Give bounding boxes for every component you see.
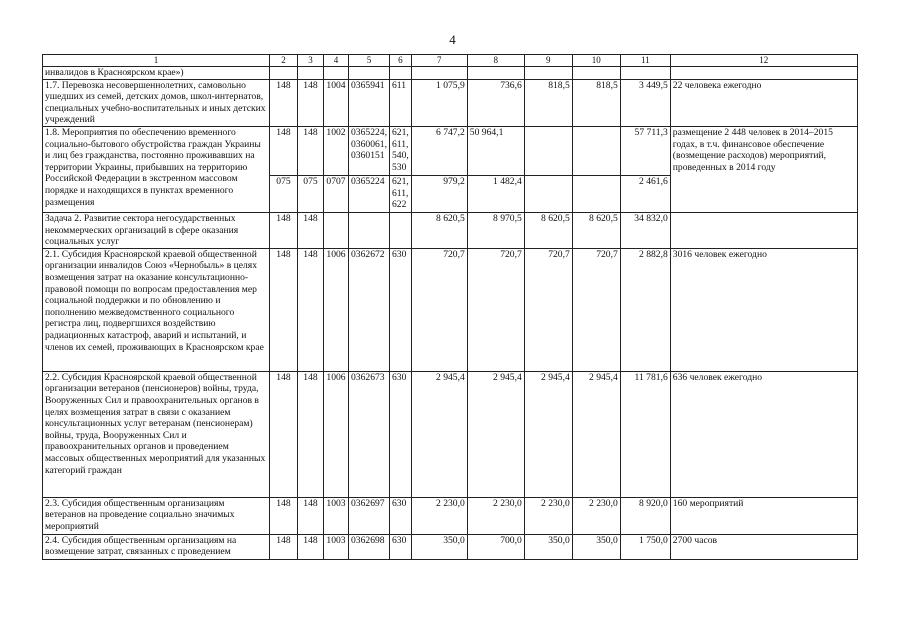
budget-table [42,54,858,560]
cell-value: 8 620,5 [411,212,467,248]
cell-value: 700,0 [467,534,524,559]
cell-grbs: 148 [298,79,324,126]
cell-value: 50 964,1 [467,126,524,175]
cell-total: 2 461,6 [620,175,670,212]
cell-csr: 0365224 [349,175,390,212]
cell-value: 8 970,5 [467,212,524,248]
table-row [43,497,858,534]
cell-vr: 621, 611, 540, 530 [389,126,411,175]
cell-result: размещение 2 448 человек в 2014–2015 годах, в т.ч. финансовое обеспечение (возмещение расходов) мероприятий, проведенных в 2014 году [670,126,857,212]
cell-value: 2 230,0 [411,497,467,534]
cell-result: 2700 часов [670,534,857,559]
cell-csr: 0365941 [349,79,390,126]
cell-result: 3016 человек ежегодно [670,248,857,371]
cell-admin: 148 [270,497,298,534]
cell-csr: 0365224, 0360061, 0360151 [349,126,390,175]
cell-section: 1006 [324,371,349,497]
cell-value: 720,7 [467,248,524,371]
cell-value: 720,7 [572,248,620,371]
table-row [43,126,858,175]
cell-vr [389,212,411,248]
cell-value: 8 620,5 [572,212,620,248]
column-header: 8 [467,55,524,67]
column-header: 5 [349,55,390,67]
cell-value: 2 945,4 [572,371,620,497]
cell-value: 2 945,4 [524,371,572,497]
cell-total: 57 711,3 [620,126,670,175]
cell-section: 1002 [324,126,349,175]
table-row [43,67,858,80]
cell-value: 818,5 [572,79,620,126]
cell-vr: 621, 611, 622 [389,175,411,212]
cell-admin: 075 [270,175,298,212]
cell-value [524,126,572,175]
cell-total: 11 781,6 [620,371,670,497]
cell-total: 34 832,0 [620,212,670,248]
row-title: 2.2. Субсидия Красноярской краевой общественной организации ветеранов (пенсионеров) войны, труда, Вооруженных Сил и правоохранительных органов в целях возмещения затрат в связи с оказанием консультационных услуг ветеранам (пенсионерам) войны, труда, Вооруженных Сил и правоохранительных органов и проведением массовых общественных мероприятий для указанных категорий граждан [43,371,270,497]
cell-csr: 0362673 [349,371,390,497]
cell-csr: 0362698 [349,534,390,559]
cell-admin: 148 [270,534,298,559]
cell-value [572,175,620,212]
cell-result: 636 человек ежегодно [670,371,857,497]
cell-admin: 148 [270,126,298,175]
cell-value: 350,0 [572,534,620,559]
table-header-row [43,55,858,67]
cell-value: 350,0 [411,534,467,559]
cell-value: 2 230,0 [524,497,572,534]
row-title: 1.8. Мероприятия по обеспечению временного социально-бытового обустройства граждан Украины и лиц без гражданства, постоянно проживавших на территории Украины, прибывших на территорию Российской Федерации в экстренном массовом порядке и находящихся в пунктах временного размещения [43,126,270,212]
table-row [43,371,858,497]
column-header: 1 [43,55,270,67]
row-title: Задача 2. Развитие сектора негосударственных некоммерческих организаций в сфере оказания социальных услуг [43,212,270,248]
column-header: 6 [389,55,411,67]
cell-grbs: 148 [298,212,324,248]
table-row [43,248,858,371]
column-header: 2 [270,55,298,67]
cell-admin: 148 [270,371,298,497]
cell-admin: 148 [270,212,298,248]
table-row [43,79,858,126]
cell-value: 350,0 [524,534,572,559]
table-row [43,212,858,248]
cell-grbs: 148 [298,497,324,534]
cell-total: 2 882,8 [620,248,670,371]
cell-grbs: 075 [298,175,324,212]
cell-csr [349,212,390,248]
cell-admin: 148 [270,248,298,371]
cell-section [324,212,349,248]
cell-grbs: 148 [298,248,324,371]
cell-section: 1006 [324,248,349,371]
cell-section: 1004 [324,79,349,126]
cell-section: 1003 [324,497,349,534]
cell-value: 720,7 [411,248,467,371]
row-title: 1.7. Перевозка несовершеннолетних, самовольно ушедших из семей, детских домов, школ-интернатов, специальных учебно-воспитательных и иных детских учреждений [43,79,270,126]
cell-csr: 0362672 [349,248,390,371]
cell-value: 979,2 [411,175,467,212]
cell-section: 0707 [324,175,349,212]
cell-value: 8 620,5 [524,212,572,248]
cell-value [572,126,620,175]
cell-total: 8 920,0 [620,497,670,534]
cell-grbs: 148 [298,534,324,559]
cell-grbs: 148 [298,371,324,497]
cell-value: 2 945,4 [467,371,524,497]
row-title: инвалидов в Красноярском крае») [43,67,270,80]
cell-result: 22 человека ежегодно [670,79,857,126]
page-number: 4 [449,32,456,47]
cell-vr: 630 [389,497,411,534]
cell-value: 2 230,0 [572,497,620,534]
column-header: 4 [324,55,349,67]
cell-grbs: 148 [298,126,324,175]
cell-value: 1 482,4 [467,175,524,212]
cell-section: 1003 [324,534,349,559]
cell-value: 818,5 [524,79,572,126]
cell-value: 2 230,0 [467,497,524,534]
cell-value [524,175,572,212]
column-header: 12 [670,55,857,67]
row-title: 2.4. Субсидия общественным организациям на возмещение затрат, связанных с проведением [43,534,270,559]
column-header: 7 [411,55,467,67]
cell-value: 736,6 [467,79,524,126]
row-title: 2.1. Субсидия Красноярской краевой общественной организации инвалидов Союз «Чернобыль» в целях возмещения затрат на оказание консультационно-правовой помощи по вопросам предоставления мер социальной поддержки и по обновлению и пополнению межведомственного социального регистра лиц, подвергшихся воздействию радиационных катастроф, аварий и испытаний, и членов их семей, проживающих в Красноярском крае [43,248,270,371]
cell-value: 2 945,4 [411,371,467,497]
column-header: 10 [572,55,620,67]
cell-total: 1 750,0 [620,534,670,559]
cell-value: 6 747,2 [411,126,467,175]
cell-value: 720,7 [524,248,572,371]
cell-value: 1 075,9 [411,79,467,126]
cell-admin: 148 [270,79,298,126]
table-row [43,534,858,559]
cell-vr: 630 [389,371,411,497]
column-header: 11 [620,55,670,67]
row-title: 2.3. Субсидия общественным организациям ветеранов на проведение социально значимых мероприятий [43,497,270,534]
cell-result: 160 мероприятий [670,497,857,534]
cell-total: 3 449,5 [620,79,670,126]
column-header: 3 [298,55,324,67]
cell-result [670,212,857,248]
cell-vr: 611 [389,79,411,126]
cell-vr: 630 [389,248,411,371]
column-header: 9 [524,55,572,67]
cell-vr: 630 [389,534,411,559]
cell-csr: 0362697 [349,497,390,534]
